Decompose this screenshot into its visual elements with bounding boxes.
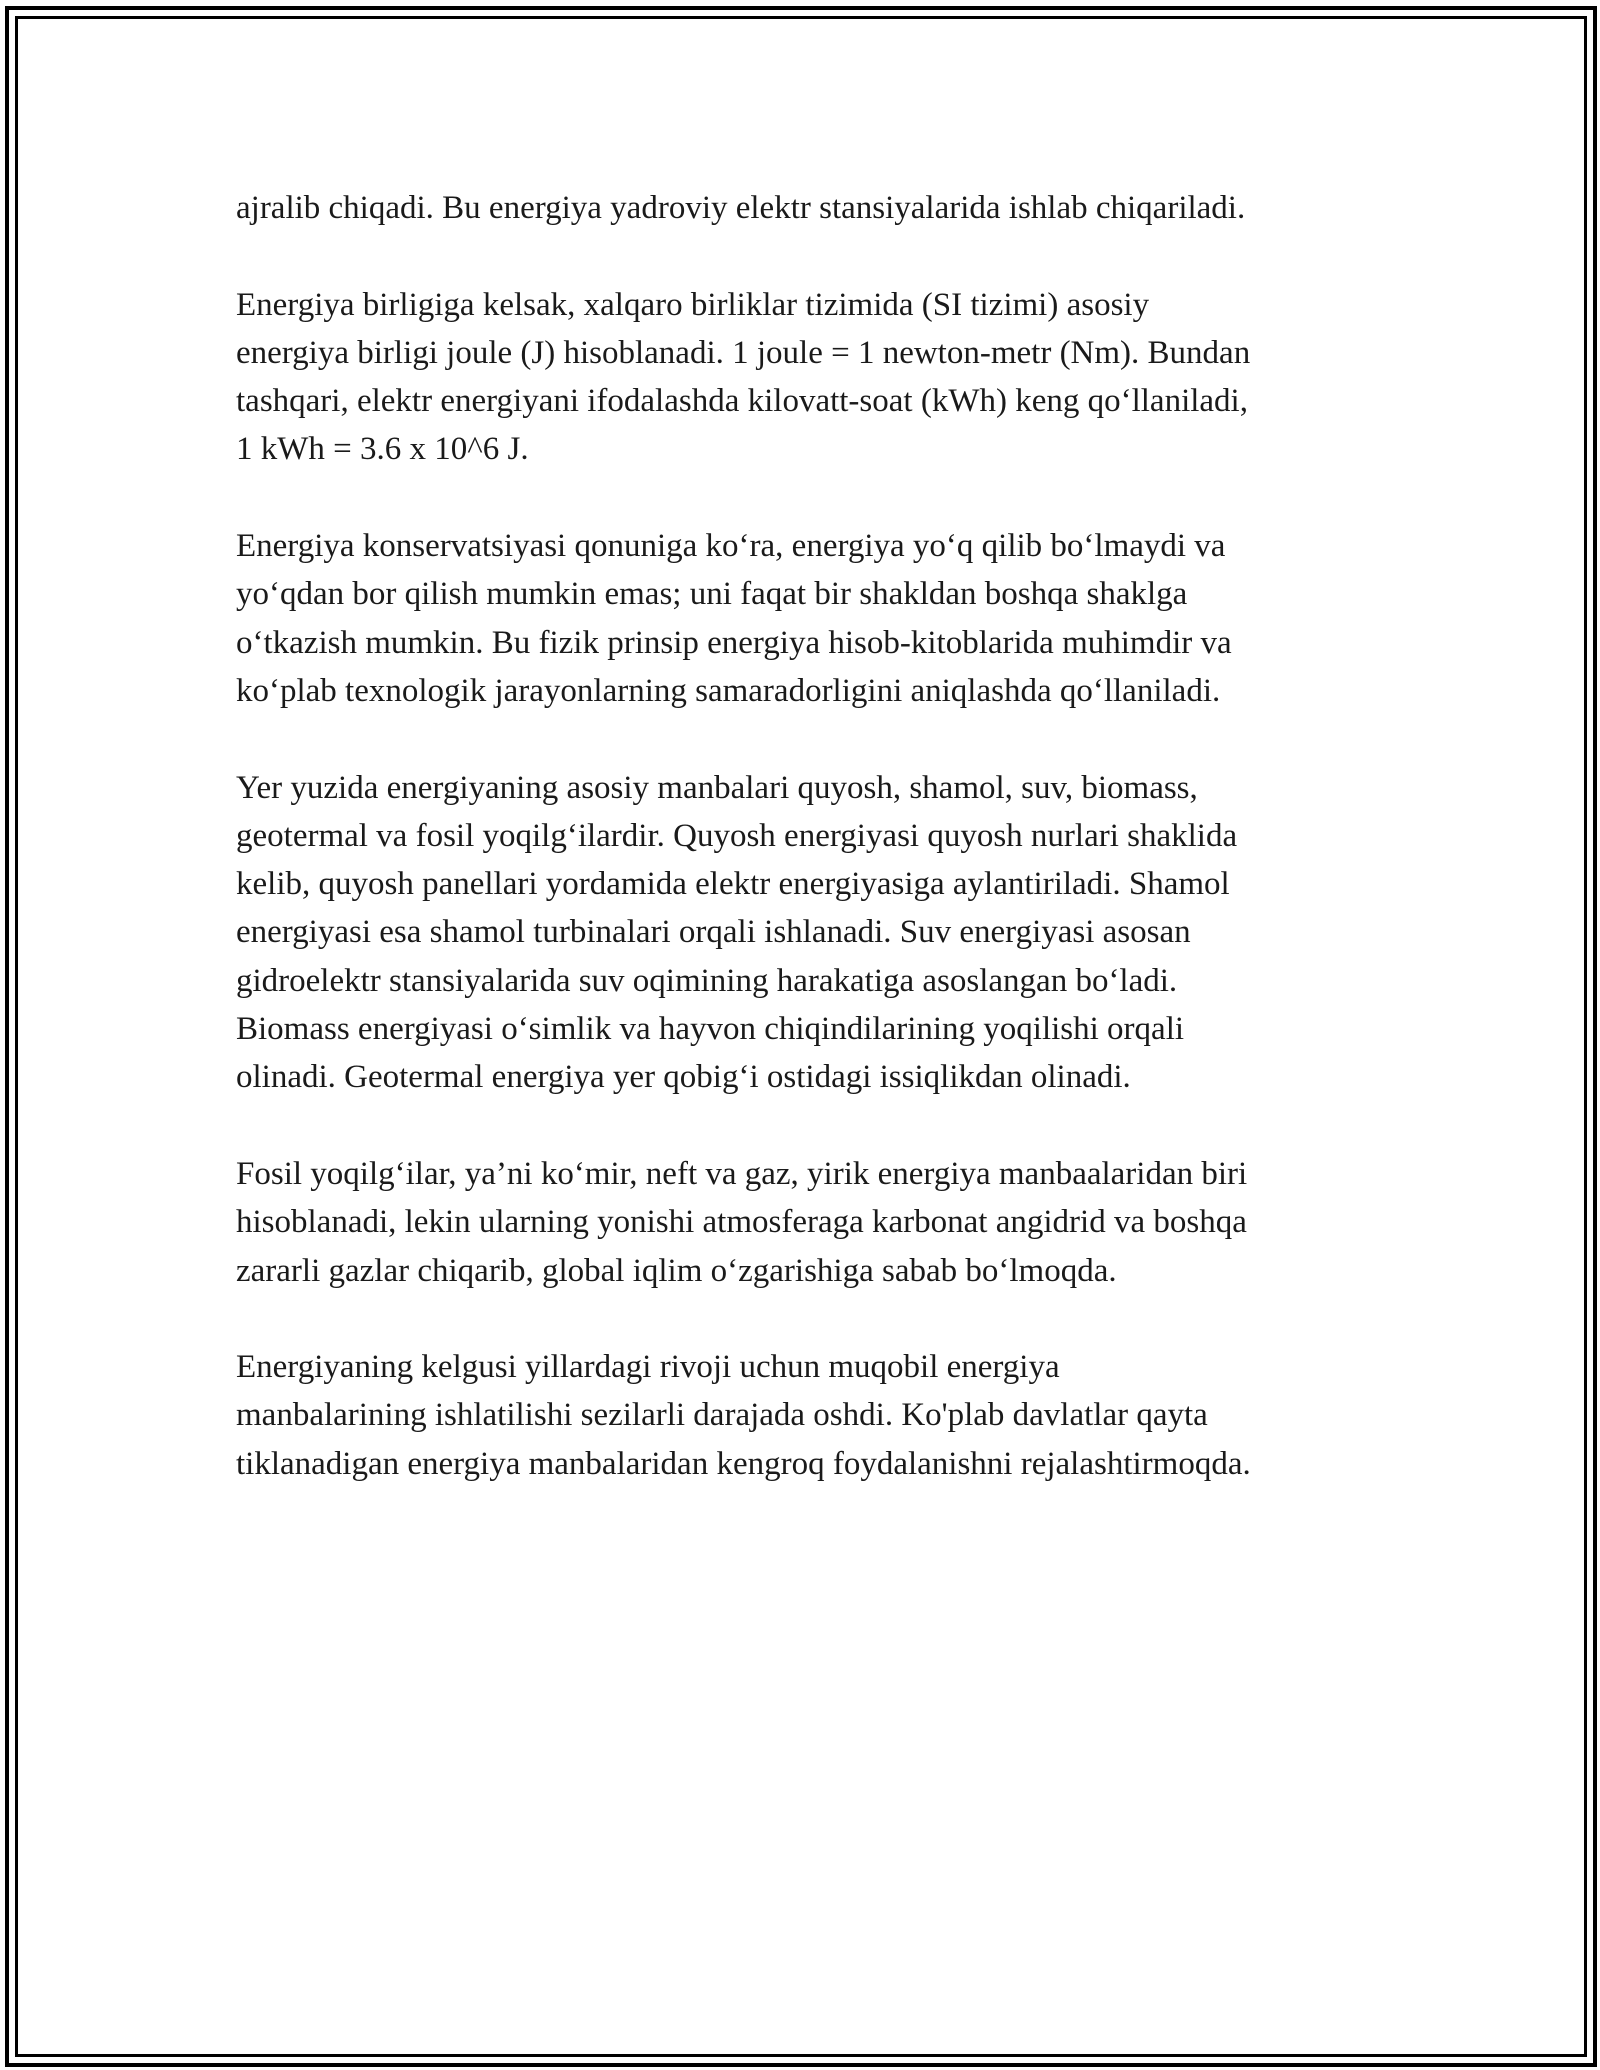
text-line: zararli gazlar chiqarib, global iqlim o‘zgarishiga sabab bo‘lmoqda. xyxy=(236,1252,1117,1289)
text-line: ajralib chiqadi. Bu energiya yadroviy elektr stansiyalarida ishlab chiqariladi. xyxy=(236,190,1246,226)
paragraph xyxy=(236,281,1376,474)
text-line: tiklanadigan energiya manbalaridan kengroq foydalanishni rejalashtirmoqda. xyxy=(236,1445,1251,1482)
paragraph xyxy=(236,1150,1376,1295)
text-line: olinadi. Geotermal energiya yer qobig‘i ostidagi issiqlikdan olinadi. xyxy=(236,1059,1131,1096)
text-line: energiya birligi joule (J) hisoblanadi. 1 joule = 1 newton-metr (Nm). Bundan xyxy=(236,334,1251,371)
text-line: Energiya konservatsiyasi qonuniga ko‘ra, energiya yo‘q qilib bo‘lmaydi va xyxy=(236,528,1226,565)
paragraph xyxy=(236,522,1376,715)
text-line: kelib, quyosh panellari yordamida elektr energiyasiga aylantiriladi. Shamol xyxy=(236,866,1230,903)
text-line: tashqari, elektr energiyani ifodalashda kilovatt-soat (kWh) keng qo‘llaniladi, xyxy=(236,383,1248,420)
text-line: Yer yuzida energiyaning asosiy manbalari quyosh, shamol, suv, biomass, xyxy=(236,769,1198,806)
text-line: Biomass energiyasi o‘simlik va hayvon chiqindilarining yoqilishi orqali xyxy=(236,1011,1185,1048)
text-line: hisoblanadi, lekin ularning yonishi atmosferaga karbonat angidrid va boshqa xyxy=(236,1204,1247,1241)
text-line: Energiyaning kelgusi yillardagi rivoji uchun muqobil energiya xyxy=(236,1349,1060,1386)
text-line: 1 kWh = 3.6 x 10^6 J. xyxy=(236,431,529,468)
text-line: geotermal va fosil yoqilg‘ilardir. Quyosh energiyasi quyosh nurlari shaklida xyxy=(236,817,1238,854)
text-line: energiyasi esa shamol turbinalari orqali ishlanadi. Suv energiyasi asosan xyxy=(236,914,1191,951)
paragraph xyxy=(236,1343,1376,1488)
document-body xyxy=(236,184,1376,1488)
text-line: gidroelektr stansiyalarida suv oqimining harakatiga asoslangan bo‘ladi. xyxy=(236,962,1178,999)
paragraph xyxy=(236,184,1376,232)
text-line: Energiya birligiga kelsak, xalqaro birliklar tizimida (SI tizimi) asosiy xyxy=(236,286,1150,323)
text-line: manbalarining ishlatilishi sezilarli darajada oshdi. Ko'plab davlatlar qayta xyxy=(236,1397,1208,1434)
text-line: Fosil yoqilg‘ilar, ya’ni ko‘mir, neft va gaz, yirik energiya manbaalaridan biri xyxy=(236,1155,1248,1192)
text-line: o‘tkazish mumkin. Bu fizik prinsip energiya hisob-kitoblarida muhimdir va xyxy=(236,624,1232,661)
text-line: yo‘qdan bor qilish mumkin emas; uni faqat bir shakldan boshqa shaklga xyxy=(236,576,1188,613)
paragraph xyxy=(236,764,1376,1102)
text-line: ko‘plab texnologik jarayonlarning samaradorligini aniqlashda qo‘llaniladi. xyxy=(236,672,1221,709)
